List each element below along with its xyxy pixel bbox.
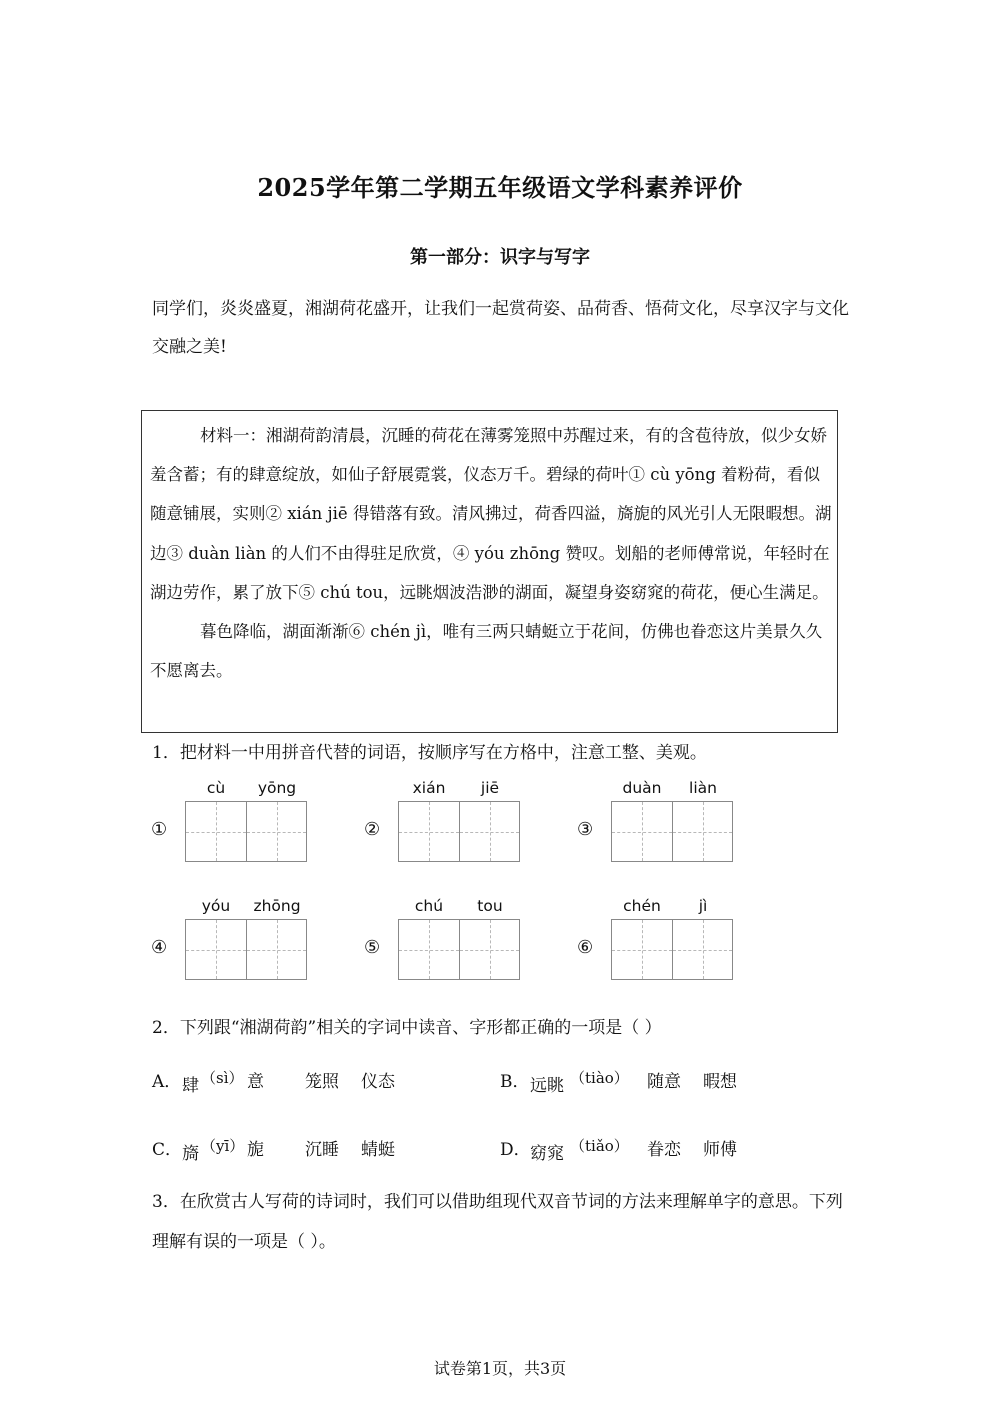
writing-cell[interactable] bbox=[246, 920, 306, 979]
page-footer: 试卷第1页，共3页 bbox=[433, 1359, 567, 1378]
item-number: ③ bbox=[577, 819, 594, 840]
item-number: ② bbox=[364, 819, 381, 840]
writing-grid[interactable] bbox=[611, 919, 733, 980]
writing-cell[interactable] bbox=[459, 802, 519, 861]
pinyin-label: jiē bbox=[480, 779, 500, 797]
pinyin-label: cù bbox=[206, 779, 226, 797]
writing-grid[interactable] bbox=[185, 801, 307, 862]
material-paragraph-1 bbox=[150, 416, 832, 612]
option-a-label[interactable]: A． bbox=[152, 1072, 182, 1092]
option-a-rest: 意 bbox=[247, 1072, 264, 1092]
option-b-char: 远眺 bbox=[530, 1076, 564, 1096]
pinyin-label: liàn bbox=[689, 779, 717, 797]
option-c-word-3: 蜻蜓 bbox=[361, 1140, 395, 1160]
pinyin-label: yōng bbox=[257, 779, 297, 797]
pinyin-label: zhōng bbox=[253, 897, 301, 915]
option-b-word-2: 随意 bbox=[647, 1072, 681, 1092]
option-c-char: 旖 bbox=[182, 1144, 199, 1164]
option-c-rest: 旎 bbox=[247, 1140, 264, 1160]
writing-cell[interactable] bbox=[399, 920, 459, 979]
pinyin-label: chén bbox=[623, 897, 661, 915]
writing-cell[interactable] bbox=[186, 802, 246, 861]
option-c-word-2: 沉睡 bbox=[305, 1140, 339, 1160]
option-c-label[interactable]: C． bbox=[152, 1140, 183, 1160]
option-d-pinyin: （tiǎo） bbox=[570, 1137, 629, 1155]
material-paragraph-2 bbox=[150, 612, 832, 690]
writing-grid[interactable] bbox=[398, 919, 520, 980]
option-c-pinyin: （yī） bbox=[201, 1137, 245, 1155]
pinyin-label: xián bbox=[412, 779, 446, 797]
pinyin-label: yóu bbox=[201, 897, 231, 915]
option-b-pinyin: （tiào） bbox=[570, 1069, 629, 1087]
writing-cell[interactable] bbox=[459, 920, 519, 979]
writing-cell[interactable] bbox=[612, 920, 672, 979]
question-1-prompt: 1．把材料一中用拼音代替的词语，按顺序写在方格中，注意工整、美观。 bbox=[152, 743, 707, 763]
option-d-word-3: 师傅 bbox=[703, 1140, 737, 1160]
option-a-word-2: 笼照 bbox=[305, 1072, 339, 1092]
option-b-word-3: 暇想 bbox=[703, 1072, 737, 1092]
material-paragraph-1-text: 材料一：湘湖荷韵清晨，沉睡的荷花在薄雾笼照中苏醒过来，有的含苞待放，似少女娇羞含蓄；有的肆意绽放，如仙子舒展霓裳，仪态万千。碧绿的荷叶① cù yōng 着粉荷，看似随意铺展，实则② xián jiē 得错落有致。清风拂过，荷香四溢，旖旎的风光引人无限暇想。湖边③ duàn liàn 的人们不由得驻足欣赏，④ yóu zhōng 赞叹。划船的老师傅常说，年轻时在湖边劳作，累了放下⑤ chú tou，远眺烟波浩渺的湖面，凝望身姿窈窕的荷花，便心生满足。 bbox=[150, 426, 832, 602]
writing-cell[interactable] bbox=[246, 802, 306, 861]
pinyin-label: duàn bbox=[622, 779, 662, 797]
item-number: ④ bbox=[151, 937, 168, 958]
item-number: ① bbox=[151, 819, 168, 840]
writing-grid[interactable] bbox=[398, 801, 520, 862]
option-d-label[interactable]: D． bbox=[500, 1140, 531, 1160]
question-2-prompt: 2．下列跟“湘湖荷韵”相关的字词中读音、字形都正确的一项是（ ） bbox=[152, 1018, 662, 1038]
item-number: ⑥ bbox=[577, 937, 594, 958]
material-text bbox=[150, 416, 832, 690]
pinyin-label: chú bbox=[414, 897, 444, 915]
option-a-char: 肆 bbox=[182, 1076, 199, 1096]
writing-grid[interactable] bbox=[185, 919, 307, 980]
section-heading: 第一部分：识字与写字 bbox=[410, 247, 590, 268]
option-a-word-3: 仪态 bbox=[361, 1072, 395, 1092]
writing-cell[interactable] bbox=[672, 920, 732, 979]
option-b-label[interactable]: B． bbox=[500, 1072, 530, 1092]
writing-cell[interactable] bbox=[612, 802, 672, 861]
item-number: ⑤ bbox=[364, 937, 381, 958]
writing-grid[interactable] bbox=[611, 801, 733, 862]
page-title: 2025学年第二学期五年级语文学科素养评价 bbox=[257, 173, 743, 202]
pinyin-label: jì bbox=[698, 897, 708, 915]
option-d-char: 窈窕 bbox=[530, 1144, 564, 1164]
pinyin-label: tou bbox=[477, 897, 503, 915]
intro-paragraph: 同学们，炎炎盛夏，湘湖荷花盛开，让我们一起赏荷姿、品荷香、悟荷文化，尽享汉字与文化交融之美! bbox=[152, 299, 849, 357]
writing-cell[interactable] bbox=[672, 802, 732, 861]
option-a-pinyin: （sì） bbox=[201, 1069, 244, 1087]
material-paragraph-2-text: 暮色降临，湖面渐渐⑥ chén jì，唯有三两只蜻蜓立于花间，仿佛也眷恋这片美景久久不愿离去。 bbox=[150, 622, 823, 681]
option-d-word-2: 眷恋 bbox=[647, 1140, 681, 1160]
question-3-prompt: 3．在欣赏古人写荷的诗词时，我们可以借助组现代双音节词的方法来理解单字的意思。下列理解有误的一项是（ ）。 bbox=[152, 1192, 843, 1252]
writing-cell[interactable] bbox=[186, 920, 246, 979]
writing-cell[interactable] bbox=[399, 802, 459, 861]
